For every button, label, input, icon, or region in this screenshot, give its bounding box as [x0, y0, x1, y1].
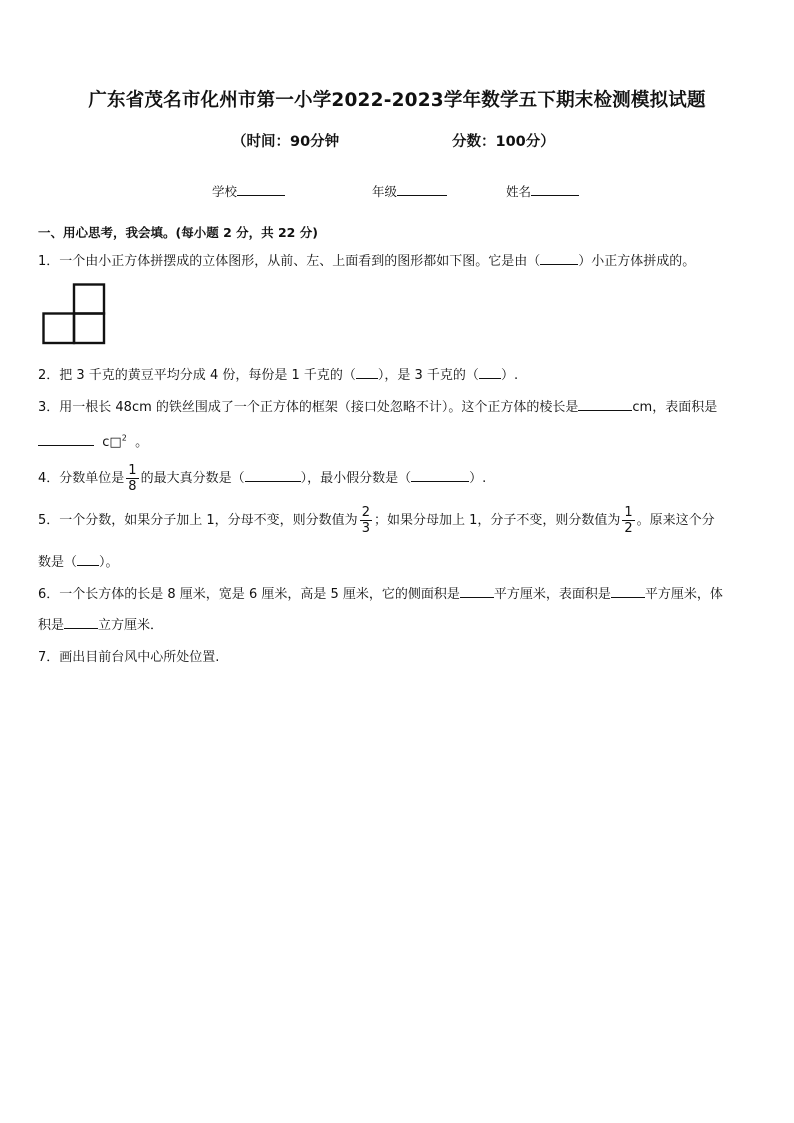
- q6-text-e: 立方厘米．: [98, 618, 164, 633]
- q1-text-a: 1．一个由小正方体拼摆成的立体图形，从前、左、上面看到的图形都如下图。它是由（: [38, 254, 541, 269]
- q6-text-d: 积是: [38, 618, 65, 633]
- school-blank[interactable]: [237, 183, 285, 196]
- q4-text-a: 4．分数单位是: [38, 471, 125, 486]
- q5-blank[interactable]: [77, 552, 99, 566]
- q6-blank-2[interactable]: [611, 584, 645, 598]
- q1-blank[interactable]: [540, 251, 578, 265]
- q5-frac1-num: 2: [361, 505, 370, 520]
- question-4: [38, 463, 486, 494]
- grade-field: [372, 182, 447, 200]
- question-2: [38, 364, 518, 383]
- bottom-right-square: [74, 314, 104, 344]
- cube-view-figure: [42, 283, 108, 345]
- question-5-line-2: [38, 551, 119, 570]
- question-7: [38, 646, 219, 665]
- q4-frac-num: 1: [128, 463, 137, 478]
- q5-text-c: 。原来这个分: [636, 513, 715, 528]
- q2-text-c: ）.: [500, 368, 519, 383]
- q7-text: 7．画出目前台风中心所处位置.: [38, 650, 220, 665]
- q4-fraction: [126, 463, 138, 494]
- q5-fraction-2: [622, 505, 634, 536]
- q4-text-d: ）.: [469, 471, 487, 486]
- q5-text-b: ；如果分母加上 1，分子不变，则分数值为: [373, 513, 621, 528]
- top-square: [74, 285, 104, 314]
- question-3: [38, 396, 717, 415]
- q3-unit: c□: [102, 435, 122, 450]
- q5-text-d: 数是（: [38, 555, 78, 570]
- question-3-line-2: [38, 431, 148, 450]
- q3-end: 。: [135, 435, 149, 450]
- q2-text-a: 2．把 3 千克的黄豆平均分成 4 份，每份是 1 千克的（: [38, 368, 356, 383]
- bottom-left-square: [44, 314, 75, 344]
- q6-text-a: 6．一个长方体的长是 8 厘米，宽是 6 厘米，高是 5 厘米，它的侧面积是: [38, 587, 460, 602]
- q1-text-b: ）小正方体拼成的。: [578, 254, 696, 269]
- question-6: [38, 583, 723, 602]
- q5-frac2-num: 1: [624, 505, 633, 520]
- q4-text-c: ），最小假分数是（: [300, 471, 412, 486]
- q3-blank-2[interactable]: [38, 432, 94, 446]
- q2-blank-2[interactable]: [479, 365, 501, 379]
- q5-text-a: 5．一个分数，如果分子加上 1，分母不变，则分数值为: [38, 513, 358, 528]
- q5-frac1-den: 3: [361, 521, 370, 536]
- q6-text-b: 平方厘米，表面积是: [493, 587, 611, 602]
- question-5: [38, 505, 715, 536]
- q2-text-b: ），是 3 千克的（: [377, 368, 479, 383]
- q6-blank-1[interactable]: [460, 584, 494, 598]
- q5-frac2-den: 2: [624, 521, 633, 536]
- q3-blank-1[interactable]: [578, 397, 632, 411]
- grade-blank[interactable]: [397, 183, 447, 196]
- q6-text-c: 平方厘米，体: [644, 587, 723, 602]
- exam-time: （时间：90分钟: [232, 134, 340, 150]
- section-heading: 一、用心思考，我会填。(每小题 2 分，共 22 分): [38, 225, 318, 240]
- q4-text-b: 的最大真分数是（: [140, 471, 245, 486]
- name-blank[interactable]: [531, 183, 579, 196]
- question-6-line-2: [38, 614, 163, 633]
- page-title: 广东省茂名市化州市第一小学2022-2023学年数学五下期末检测模拟试题: [88, 90, 706, 111]
- question-1: [38, 250, 695, 269]
- q5-fraction-1: [360, 505, 372, 536]
- q2-blank-1[interactable]: [356, 365, 378, 379]
- exam-score: 分数：100分）: [452, 134, 555, 150]
- name-field: [506, 182, 579, 200]
- grade-label: 年级: [372, 184, 398, 199]
- q3-text-b: cm，表面积是: [632, 400, 718, 415]
- q4-blank-1[interactable]: [245, 468, 301, 482]
- q3-text-a: 3．用一根长 48cm 的铁丝围成了一个正方体的框架（接口处忽略不计）。这个正方体的棱长是: [38, 400, 579, 415]
- school-label: 学校: [212, 184, 238, 199]
- q4-frac-den: 8: [128, 479, 137, 494]
- q5-text-e: ）。: [99, 555, 119, 570]
- q3-unit-sup: 2: [121, 433, 127, 443]
- school-field: [212, 182, 285, 200]
- q6-blank-3[interactable]: [64, 615, 98, 629]
- q4-blank-2[interactable]: [411, 468, 469, 482]
- name-label: 姓名: [506, 184, 532, 199]
